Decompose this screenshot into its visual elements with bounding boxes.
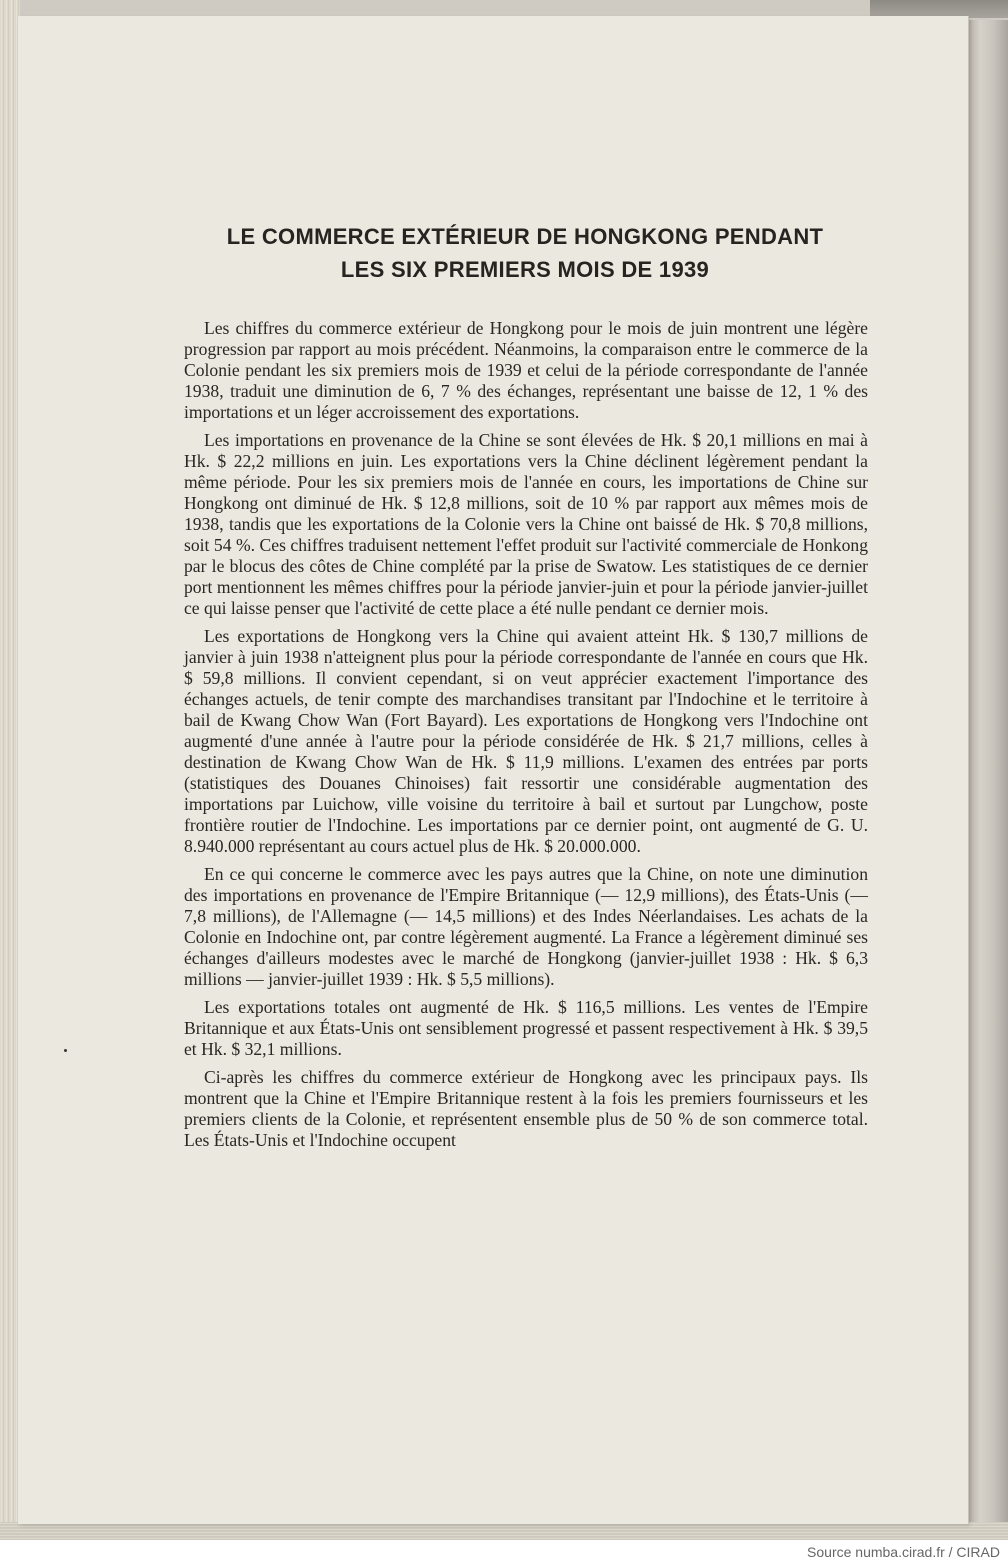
title-line-1: LE COMMERCE EXTÉRIEUR DE HONGKONG PENDANT	[226, 224, 824, 249]
paragraph-4: En ce qui concerne le commerce avec les pays autres que la Chine, on note une diminution des importations en provenance de l'Empire Britannique (— 12,9 millions), des États-Unis (— 7,8 millions), de l'Allemagne (— 14,5 millions) et des Indes Néerlandaises. Les achats de la Colonie en Indochine ont, par contre légèrement augmenté. La France a légèrement diminué ses échanges d'ailleurs modestes avec le marché de Hongkong (janvier-juillet 1938 : Hk. $ 6,3 millions — janvier-juillet 1939 : Hk. $ 5,5 millions).	[184, 864, 868, 989]
article-title	[180, 220, 870, 286]
paragraph-3: Les exportations de Hongkong vers la Chine qui avaient atteint Hk. $ 130,7 millions de janvier à juin 1938 n'atteignent plus pour la période correspondante de l'année en cours que Hk. $ 59,8 millions. Il convient cependant, si on veut apprécier exactement l'importance des échanges actuels, de tenir compte des marchandises transitant par l'Indochine et le territoire à bail de Kwang Chow Wan (Fort Bayard). Les exportations de Hongkong vers l'Indochine ont augmenté d'une année à l'autre pour la période considérée de Hk. $ 21,7 millions, celles à destination de Kwang Chow Wan de Hk. $ 11,9 millions. L'examen des entrées par ports (statistiques des Douanes Chinoises) fait ressortir une considérable augmentation des importations par Luichow, ville voisine du territoire à bail et surtout par Lungchow, poste frontière routier de l'Indochine. Les importations par ce dernier point, ont augmenté de G. U. 8.940.000 représentant au cours actuel plus de Hk. $ 20.000.000.	[184, 626, 868, 856]
paragraph-2: Les importations en provenance de la Chine se sont élevées de Hk. $ 20,1 millions en mai à Hk. $ 22,2 millions en juin. Les exportations vers la Chine déclinent légèrement pendant la même période. Pour les six premiers mois de l'année en cours, les importations de Chine sur Hongkong ont diminué de Hk. $ 12,8 millions, soit de 10 % par rapport aux mêmes mois de 1938, tandis que les exportations de la Colonie vers la Chine ont baissé de Hk. $ 70,8 millions, soit 54 %. Ces chiffres traduisent nettement l'effet produit sur l'activité commerciale de Honkong par le blocus des côtes de Chine complété par la prise de Swatow. Les statistiques de ce dernier port mentionnent les mêmes chiffres pour la période janvier-juin et pour la période janvier-juillet ce qui laisse penser que l'activité de cette place a été nulle pendant ce dernier mois.	[184, 430, 868, 618]
scan-speck	[64, 1049, 67, 1052]
paragraph-1: Les chiffres du commerce extérieur de Hongkong pour le mois de juin montrent une légère progression par rapport au mois précédent. Néanmoins, la comparaison entre le commerce de la Colonie pendant les six premiers mois de 1939 et celui de la période correspondante de l'année 1938, traduit une diminution de 6, 7 % des échanges, représentant une baisse de 12, 1 % des importations et un léger accroissement des exportations.	[184, 318, 868, 422]
article-body	[184, 318, 868, 1158]
source-footer: Source numba.cirad.fr / CIRAD	[807, 1544, 1000, 1560]
paragraph-5: Les exportations totales ont augmenté de Hk. $ 116,5 millions. Les ventes de l'Empire Britannique et aux États-Unis ont sensiblement progressé et passent respectivement à Hk. $ 39,5 et Hk. $ 32,1 millions.	[184, 997, 868, 1059]
page-stack-left-edge	[0, 0, 20, 1536]
page-stack-right-edge	[966, 20, 1008, 1524]
title-line-2: LES SIX PREMIERS MOIS DE 1939	[340, 257, 710, 282]
page-stack-bottom-edge	[0, 1522, 1008, 1540]
paragraph-6: Ci-après les chiffres du commerce extérieur de Hongkong avec les principaux pays. Ils montrent que la Chine et l'Empire Britannique restent à la fois les premiers fournisseurs et les premiers clients de la Colonie, et représentent ensemble plus de 50 % de son commerce total. Les États-Unis et l'Indochine occupent	[184, 1067, 868, 1150]
